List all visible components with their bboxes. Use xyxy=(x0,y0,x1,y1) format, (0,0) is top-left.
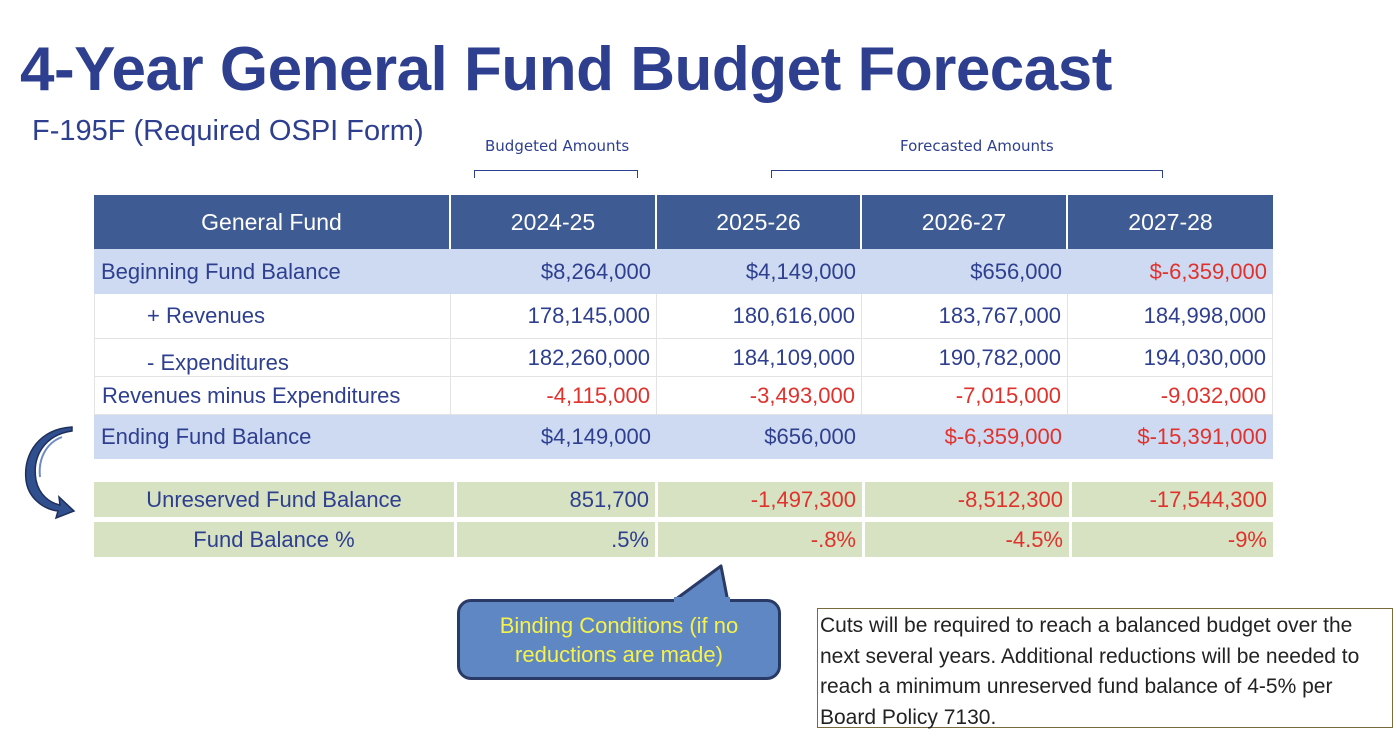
note-line: Board Policy 7130. xyxy=(820,705,997,729)
forecasted-amounts-label: Forecasted Amounts xyxy=(900,137,1054,155)
budgeted-bracket xyxy=(474,170,638,178)
callout-line: Binding Conditions (if no xyxy=(499,612,739,638)
table-cell: $4,149,000 xyxy=(745,258,856,284)
table-row xyxy=(94,249,1273,294)
column-header: 2025-26 xyxy=(657,195,862,249)
column-header: General Fund xyxy=(94,195,451,249)
note-line: reach a minimum unreserved fund balance of 4-5% per xyxy=(820,675,1333,698)
row-label: Revenues minus Expenditures xyxy=(94,377,451,415)
table-cell: -4,115,000 xyxy=(451,377,657,415)
table-row xyxy=(94,482,1273,517)
table-cell: 182,260,000 xyxy=(451,339,657,377)
table-cell: $-6,359,000 xyxy=(944,424,1062,449)
table-row xyxy=(94,415,1273,459)
slide-title: 4-Year General Fund Budget Forecast xyxy=(20,35,1112,104)
column-header: 2027-28 xyxy=(1068,195,1273,249)
row-label: Ending Fund Balance xyxy=(101,424,312,449)
column-header: 2026-27 xyxy=(862,195,1068,249)
table-cell: 184,998,000 xyxy=(1068,294,1273,339)
table-cell: $656,000 xyxy=(764,424,856,449)
column-header: 2024-25 xyxy=(451,195,657,249)
table-cell: 851,700 xyxy=(457,482,658,517)
curved-arrow-icon xyxy=(22,425,82,520)
binding-conditions-callout xyxy=(457,599,781,680)
table-cell: -3,493,000 xyxy=(657,377,862,415)
table-cell: -7,015,000 xyxy=(862,377,1068,415)
callout-line: reductions are made) xyxy=(515,641,723,667)
note-line: Cuts will be required to reach a balanced budget over the xyxy=(820,614,1353,637)
table-cell: 194,030,000 xyxy=(1068,339,1273,377)
forecasted-bracket xyxy=(771,170,1163,178)
table-row xyxy=(94,377,1273,415)
table-cell: 190,782,000 xyxy=(862,339,1068,377)
note-line: next several years. Additional reductions will be needed to xyxy=(820,644,1360,668)
row-label: Fund Balance % xyxy=(94,522,457,557)
table-cell: $8,264,000 xyxy=(540,258,651,284)
budget-note-box xyxy=(817,608,1393,728)
table-cell: $656,000 xyxy=(970,258,1062,284)
table-cell: 183,767,000 xyxy=(862,294,1068,339)
table-cell: $4,149,000 xyxy=(540,424,651,449)
table-row xyxy=(94,294,1273,339)
table-row xyxy=(94,339,1273,377)
row-label: Unreserved Fund Balance xyxy=(94,482,457,517)
row-label: + Revenues xyxy=(94,294,451,339)
table-cell: $-15,391,000 xyxy=(1137,424,1267,449)
table-cell: -1,497,300 xyxy=(658,482,865,517)
table-cell: $-6,359,000 xyxy=(1149,258,1267,284)
table-cell: 184,109,000 xyxy=(657,339,862,377)
table-cell: -9,032,000 xyxy=(1068,377,1273,415)
table-cell: 178,145,000 xyxy=(451,294,657,339)
budgeted-amounts-label: Budgeted Amounts xyxy=(485,137,630,155)
table-cell: -.8% xyxy=(658,522,865,557)
table-row xyxy=(94,522,1273,557)
row-label: Beginning Fund Balance xyxy=(101,258,341,284)
table-cell: -17,544,300 xyxy=(1072,482,1273,517)
table-header-row xyxy=(94,195,1273,249)
slide-subtitle: F-195F (Required OSPI Form) xyxy=(32,115,424,147)
table-cell: -9% xyxy=(1072,522,1273,557)
table-cell: -8,512,300 xyxy=(865,482,1072,517)
table-cell: 180,616,000 xyxy=(657,294,862,339)
table-cell: -4.5% xyxy=(865,522,1072,557)
callout-pointer-join xyxy=(670,597,732,605)
table-cell: .5% xyxy=(457,522,658,557)
row-label: - Expenditures xyxy=(94,339,451,377)
